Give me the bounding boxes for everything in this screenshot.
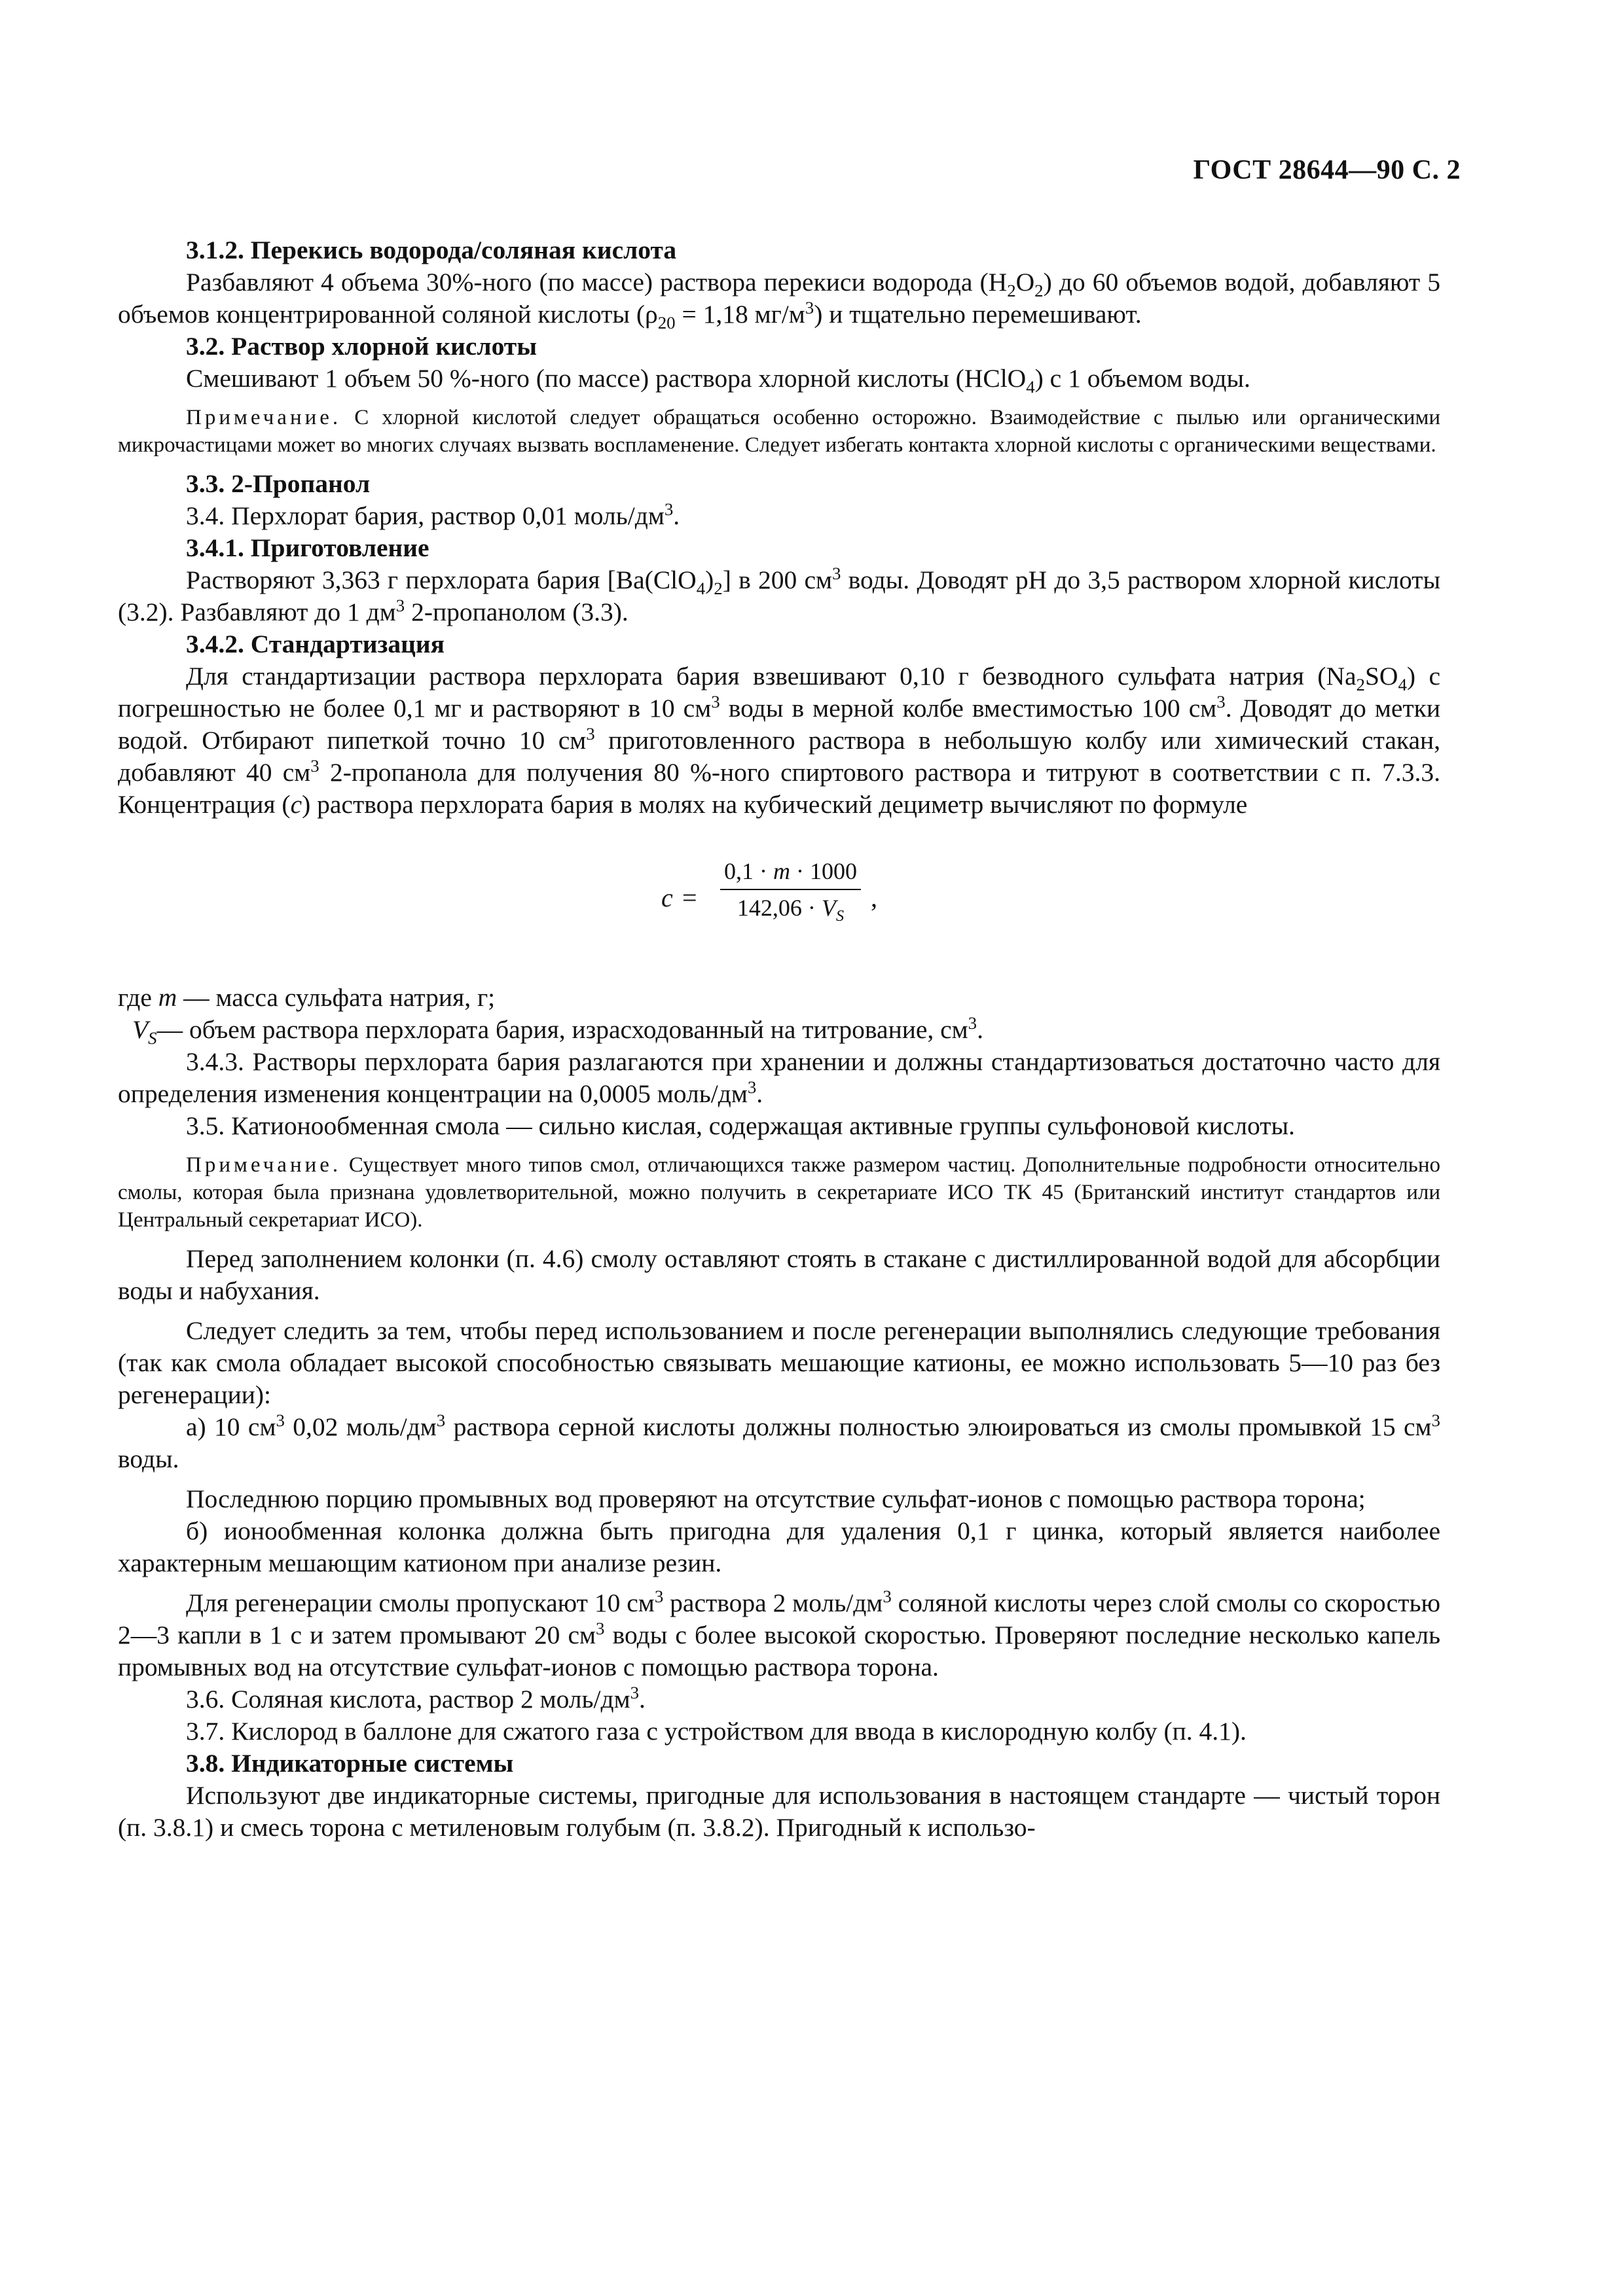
section-3-6-text: 3.6. Соляная кислота, раствор 2 моль/$дм^3$. [186, 1682, 646, 1713]
note-resin-types: Примечание. Существует много типов смол, отличающихся также размером частиц. Дополнительные подробности относительно смолы, которая была признана удовлетворительной, можно получить в секретариате ИСО ТК 45 (Британский институт стандартов или Центральный секретариат ИСО). [118, 1153, 1440, 1232]
section-3-2-title: 3.2. Раствор хлорной кислоты [186, 332, 538, 361]
section-3-3-title: 3.3. 2-Пропанол [186, 469, 371, 498]
section-3-4-3-text: 3.4.3. Растворы перхлората бария разлагаются при хранении и должны стандартизоваться достаточно часто для определения изменения концентрации на 0,0005 моль/$дм^3$. [118, 1047, 1440, 1108]
formula-equals: = [682, 883, 697, 912]
formula-lhs: c [661, 883, 673, 912]
page-body [118, 234, 1440, 1844]
paragraph-requirements: Следует следить за тем, чтобы перед использованием и после регенерации выполнялись следующие требования (так как смола обладает высокой способностью связывать мешающие катионы, ее можно использовать 5—10 раз без регенерации): [118, 1316, 1440, 1409]
section-3-1-2-title: 3.1.2. Перекись водорода/соляная кислота [186, 236, 677, 264]
section-3-4-2-title: 3.4.2. Стандартизация [186, 630, 445, 658]
page-header: ГОСТ 28644—90 С. 2 [1193, 155, 1461, 185]
section-3-4-text: 3.4. Перхлорат бария, раствор 0,01 моль/$дм^3$. [186, 499, 680, 530]
formula-where-vs: $V_S—$ объем раствора перхлората бария, израсходованный на титрование, $см^3$. [132, 1013, 983, 1048]
formula-comma: , [871, 883, 877, 912]
paragraph-resin-soaking: Перед заполнением колонки (п. 4.6) смолу оставляют стоять в стакане с дистиллированной водой для абсорбции воды и набухания. [118, 1244, 1440, 1305]
section-3-8-title: 3.8. Индикаторные системы [186, 1749, 514, 1778]
paragraph-regeneration: Для регенерации смолы пропускают 10 $см^3$ раствора 2 моль/$дм^3$ соляной кислоты через слой смолы со скоростью 2—3 капли в 1 с и затем промывают 20 $см^3$ воды с более высокой скоростью. Проверяют последние несколько капель промывных вод на отсутствие сульфат-ионов с помощью раствора торона. [118, 1586, 1440, 1681]
formula-where-m: где m — масса сульфата натрия, г; [118, 983, 496, 1012]
section-3-7-text: 3.7. Кислород в баллоне для сжатого газа с устройством для ввода в кислородную колбу (п. 4.1). [186, 1717, 1247, 1746]
section-3-5-text: 3.5. Катионообменная смола — сильно кислая, содержащая активные группы сульфоновой кислоты. [186, 1111, 1295, 1140]
requirement-b: б) ионообменная колонка должна быть пригодна для удаления 0,1 г цинка, который является наиболее характерным мешающим катионом при анализе резин. [118, 1516, 1440, 1577]
note-perchloric-acid: Примечание. С хлорной кислотой следует обращаться особенно осторожно. Взаимодействие с пылью или органическими микрочастицами может во многих случаях вызвать воспламенение. Следует избегать контакта хлорной кислоты с органическими веществами. [118, 406, 1440, 457]
section-3-4-2-text: Для стандартизации раствора перхлората бария взвешивают 0,10 г безводного сульфата натрия $(Na_2SO_4)$ с погрешностью не более 0,1 мг и растворяют в 10 $см^3$ воды в мерной колбе вместимостью 100 $см^3$. Доводят до метки водой. Отбирают пипеткой точно 10 $см^3$ приготовленного раствора в небольшую колбу или химический стакан, добавляют 40 $см^3$ 2-пропанола для получения 80 %-ного спиртового раствора и титруют в соответствии с п. 7.3.3. Концентрация (c) раствора перхлората бария в молях на кубический дециметр вычисляют по формуле [118, 662, 1441, 819]
concentration-formula [118, 844, 1440, 962]
paragraph-last-portion: Последнюю порцию промывных вод проверяют на отсутствие сульфат-ионов с помощью раствора торона; [186, 1484, 1366, 1513]
requirement-a: а) 10 $см^3$ 0,02 моль/$дм^3$ раствора серной кислоты должны полностью элюироваться из смолы промывкой 15 $см^3$ воды. [118, 1410, 1440, 1473]
section-3-1-2-text: Разбавляют 4 объема 30%-ного (по массе) раствора перекиси водорода $(H_2O_2)$ до 60 объемов водой, добавляют 5 объемов концентрированной соляной кислоты ($\rho_{20} = 1,18$ $мг/м^3$) и тщательно перемешивают. [118, 268, 1440, 332]
section-3-2-text: Смешивают 1 объем 50 %-ного (по массе) раствора хлорной кислоты (HClO$_4$) с 1 объемом воды. [186, 364, 1250, 397]
section-3-4-1-title: 3.4.1. Приготовление [186, 533, 429, 562]
section-3-8-text: Используют две индикаторные системы, пригодные для использования в настоящем стандарте — чистый торон (п. 3.8.1) и смесь торона с метиленовым голубым (п. 3.8.2). Пригодный к использо- [118, 1781, 1440, 1842]
formula-numerator: 0,1 · m · 1000 [720, 857, 861, 890]
formula-fraction [720, 857, 861, 925]
section-3-4-1-text: Растворяют 3,363 г перхлората бария $[Ba(ClO_4)_2]$ в 200 $см^3$ воды. Доводят pH до 3,5 раствором хлорной кислоты (3.2). Разбавляют до 1 $дм^3$ 2-пропанолом (3.3). [118, 563, 1440, 626]
formula-denominator: $142,06 \cdot V_S$ [737, 895, 845, 925]
